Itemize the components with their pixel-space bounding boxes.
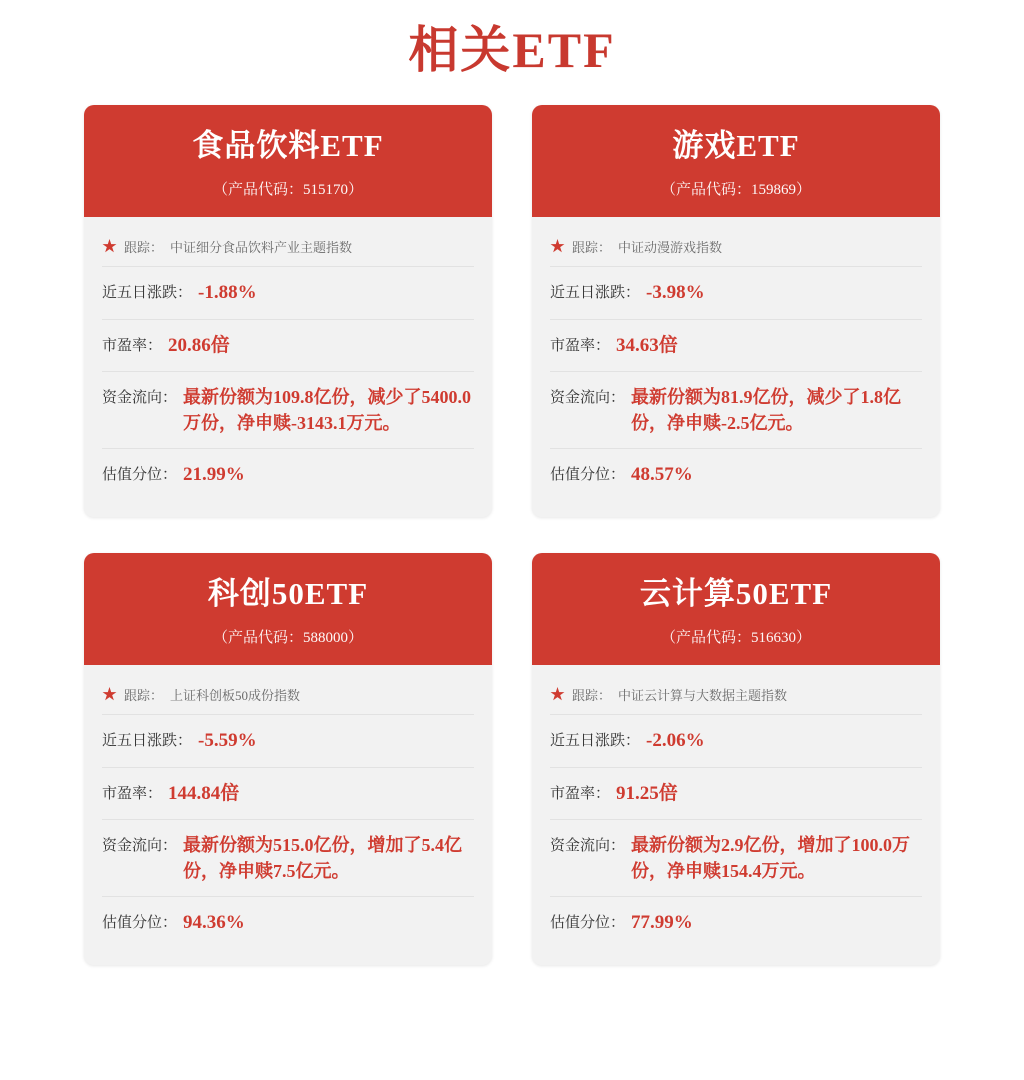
etf-name: 科创50ETF [207, 576, 369, 612]
etf-product-code: （产品代码：159869） [660, 182, 811, 199]
etf-track-index: 中证动漫游戏指数 [618, 240, 723, 256]
etf-track-row [550, 231, 922, 267]
etf-pe-value: 144.84倍 [168, 782, 240, 804]
page-title: 相关ETF [408, 22, 616, 78]
etf-flow-value: 最新份额为109.8亿份，减少了5400.0万份，净申赎-3143.1万元。 [183, 387, 472, 434]
etf-track-label: 跟踪： [124, 688, 164, 704]
etf-flow-row [550, 372, 922, 449]
etf-pe-label: 市盈率： [550, 337, 611, 354]
etf-five-day-label: 近五日涨跌： [102, 733, 193, 750]
etf-flow-label: 资金流向： [550, 390, 626, 407]
etf-flow-value: 最新份额为515.0亿份，增加了5.4亿份，净申赎7.5亿元。 [183, 835, 463, 882]
etf-five-day-value: -5.59% [198, 730, 257, 752]
etf-five-day-row [102, 715, 474, 768]
etf-track-label: 跟踪： [124, 240, 164, 256]
etf-flow-label: 资金流向： [102, 838, 178, 855]
etf-five-day-value: -2.06% [646, 730, 705, 752]
etf-five-day-label: 近五日涨跌： [550, 285, 641, 302]
etf-pe-value: 91.25倍 [616, 782, 678, 804]
etf-five-day-value: -1.88% [198, 282, 257, 304]
etf-flow-value: 最新份额为81.9亿份，减少了1.8亿份，净申赎-2.5亿元。 [631, 387, 902, 434]
etf-card-body [84, 217, 492, 517]
etf-five-day-label: 近五日涨跌： [102, 285, 193, 302]
etf-card-grid [0, 93, 1024, 989]
etf-five-day-label: 近五日涨跌： [550, 733, 641, 750]
etf-pe-value: 20.86倍 [168, 334, 230, 356]
etf-flow-label: 资金流向： [550, 838, 626, 855]
etf-name: 云计算50ETF [639, 576, 833, 612]
etf-valuation-label: 估值分位： [550, 467, 626, 484]
etf-pe-row [550, 768, 922, 821]
etf-product-code: （产品代码：588000） [212, 630, 363, 647]
etf-valuation-label: 估值分位： [550, 915, 626, 932]
etf-valuation-row [550, 449, 922, 501]
etf-card-body [532, 665, 940, 965]
etf-flow-value: 最新份额为2.9亿份，增加了100.0万份，净申赎154.4万元。 [631, 835, 911, 882]
etf-track-label: 跟踪： [572, 240, 612, 256]
etf-card-body [84, 665, 492, 965]
etf-card-header [84, 553, 492, 665]
etf-card-header [84, 105, 492, 217]
etf-pe-label: 市盈率： [550, 785, 611, 802]
etf-flow-row [102, 820, 474, 897]
etf-track-index: 上证科创板50成份指数 [170, 688, 301, 704]
etf-product-code: （产品代码：516630） [660, 630, 811, 647]
etf-five-day-row [550, 715, 922, 768]
etf-valuation-row [102, 449, 474, 501]
etf-flow-label: 资金流向： [102, 390, 178, 407]
etf-valuation-value: 21.99% [183, 464, 245, 486]
etf-track-label: 跟踪： [572, 688, 612, 704]
etf-track-row [550, 679, 922, 715]
etf-valuation-value: 77.99% [631, 912, 693, 934]
etf-pe-label: 市盈率： [102, 785, 163, 802]
etf-pe-value: 34.63倍 [616, 334, 678, 356]
etf-card-header [532, 105, 940, 217]
star-icon: ★ [550, 686, 566, 704]
etf-pe-row [102, 768, 474, 821]
etf-pe-label: 市盈率： [102, 337, 163, 354]
etf-five-day-value: -3.98% [646, 282, 705, 304]
etf-valuation-label: 估值分位： [102, 915, 178, 932]
etf-five-day-row [102, 267, 474, 320]
star-icon: ★ [102, 686, 118, 704]
etf-card-body [532, 217, 940, 517]
etf-card[interactable] [532, 553, 940, 965]
etf-track-row [102, 231, 474, 267]
etf-pe-row [102, 320, 474, 373]
etf-flow-row [550, 820, 922, 897]
star-icon: ★ [102, 238, 118, 256]
etf-valuation-value: 94.36% [183, 912, 245, 934]
etf-valuation-value: 48.57% [631, 464, 693, 486]
etf-valuation-label: 估值分位： [102, 467, 178, 484]
etf-track-index: 中证细分食品饮料产业主题指数 [170, 240, 353, 256]
etf-flow-row [102, 372, 474, 449]
etf-pe-row [550, 320, 922, 373]
etf-card[interactable] [84, 553, 492, 965]
etf-track-row [102, 679, 474, 715]
etf-card-header [532, 553, 940, 665]
star-icon: ★ [550, 238, 566, 256]
etf-card[interactable] [84, 105, 492, 517]
etf-card[interactable] [532, 105, 940, 517]
etf-valuation-row [550, 897, 922, 949]
etf-product-code: （产品代码：515170） [212, 182, 363, 199]
etf-name: 食品饮料ETF [192, 128, 384, 163]
etf-name: 游戏ETF [672, 128, 800, 163]
etf-valuation-row [102, 897, 474, 949]
etf-five-day-row [550, 267, 922, 320]
etf-track-index: 中证云计算与大数据主题指数 [618, 688, 788, 704]
